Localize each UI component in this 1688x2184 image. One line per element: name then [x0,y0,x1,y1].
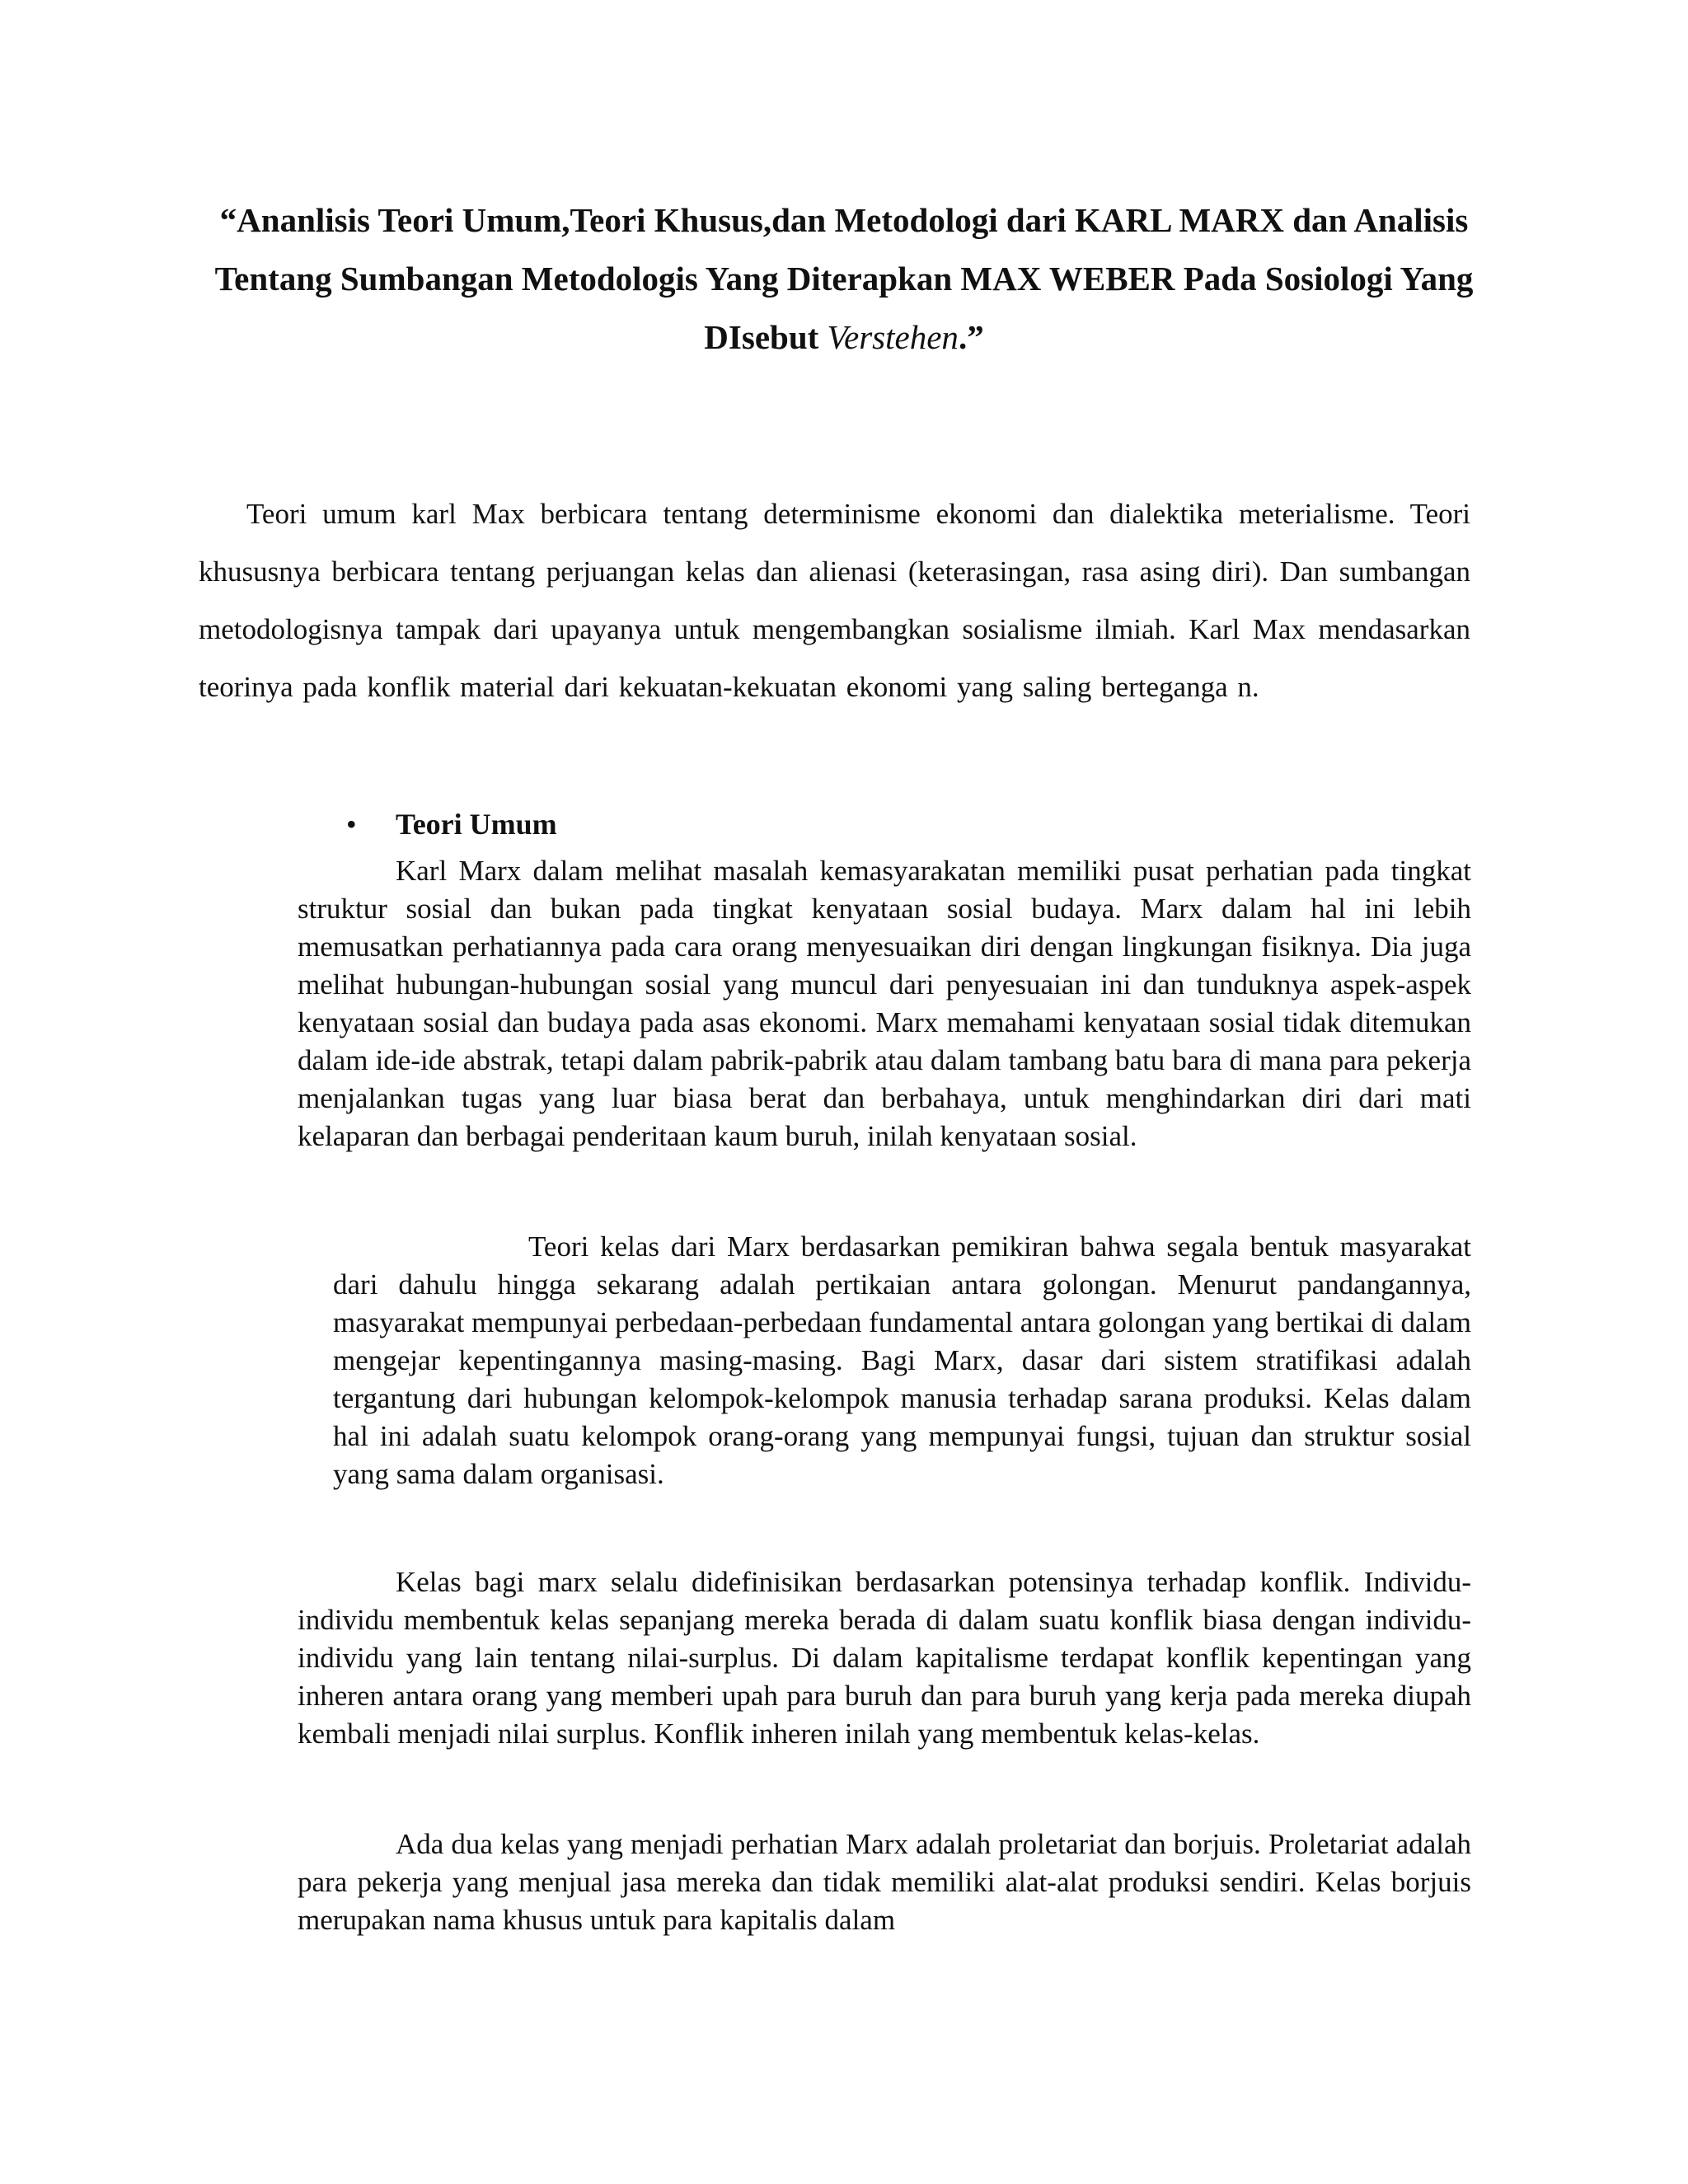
body-paragraph-4: Ada dua kelas yang menjadi perhatian Marx adalah proletariat dan borjuis. Proletariat adalah para pekerja yang menjual jasa mereka dan tidak memiliki alat-alat produksi sendiri. Kelas borjuis merupakan nama khusus untuk para kapitalis dalam [298,1828,1471,1936]
section-heading-row [346,804,557,845]
title-end-text: .” [958,318,984,356]
body-paragraph-1: Karl Marx dalam melihat masalah kemasyarakatan memiliki pusat perhatian pada tingkat struktur sosial dan bukan pada tingkat kenyataan sosial budaya. Marx dalam hal ini lebih memusatkan perhatiannya pada cara orang menyesuaikan diri dengan lingkungan fisiknya. Dia juga melihat hubungan-hubungan sosial yang muncul dari penyesuaian ini dan tunduknya aspek-aspek kenyataan sosial dan budaya pada asas ekonomi. Marx memahami kenyataan sosial tidak ditemukan dalam ide-ide abstrak, tetapi dalam pabrik-pabrik atau dalam tambang batu bara di mana para pekerja menjalankan tugas yang luar biasa berat dan berbahaya, untuk menghindarkan diri dari mati kelaparan dan berbagai penderitaan kaum buruh, inilah kenyataan sosial. [298,855,1471,1152]
bullet-icon: • [346,808,357,841]
body-paragraph-2: Teori kelas dari Marx berdasarkan pemikiran bahwa segala bentuk masyarakat dari dahulu hingga sekarang adalah pertikaian antara golongan. Menurut pandangannya, masyarakat mempunyai perbedaan-perbedaan fundamental antara golongan yang bertikai di dalam mengejar kepentingannya masing-masing. Bagi Marx, dasar dari sistem stratifikasi adalah tergantung dari hubungan kelompok-kelompok manusia terhadap sarana produksi. Kelas dalam hal ini adalah suatu kelompok orang-orang yang mempunyai fungsi, tujuan dan struktur sosial yang sama dalam organisasi. [333,1230,1471,1490]
title-italic-term: Verstehen [827,318,959,356]
section-heading: Teori Umum [396,808,557,841]
intro-paragraph: Teori umum karl Max berbicara tentang determinisme ekonomi dan dialektika meterialisme. Teori khususnya berbicara tentang perjuangan kelas dan alienasi (keterasingan, rasa asing diri). Dan sumbangan metodologisnya tampak dari upayanya untuk mengembangkan sosialisme ilmiah. Karl Max mendasarkan teorinya pada konflik material dari kekuatan-kekuatan ekonomi yang saling berteganga n. [199,498,1470,703]
body-paragraph-3: Kelas bagi marx selalu didefinisikan berdasarkan potensinya terhadap konflik. Individu-individu membentuk kelas sepanjang mereka berada di dalam suatu konflik biasa dengan individu-individu yang lain tentang nilai-surplus. Di dalam kapitalisme terdapat konflik kepentingan yang inheren antara orang yang memberi upah para buruh dan para buruh yang kerja pada mereka diupah kembali menjadi nilai surplus. Konflik inheren inilah yang membentuk kelas-kelas. [298,1566,1471,1750]
title-main-text: “Ananlisis Teori Umum,Teori Khusus,dan Metodologi dari KARL MARX dan Analisis Tentang Sumbangan Metodologis Yang Diterapkan MAX WEBER Pada Sosiologi Yang DIsebut [214,201,1474,356]
document-title [198,191,1490,367]
